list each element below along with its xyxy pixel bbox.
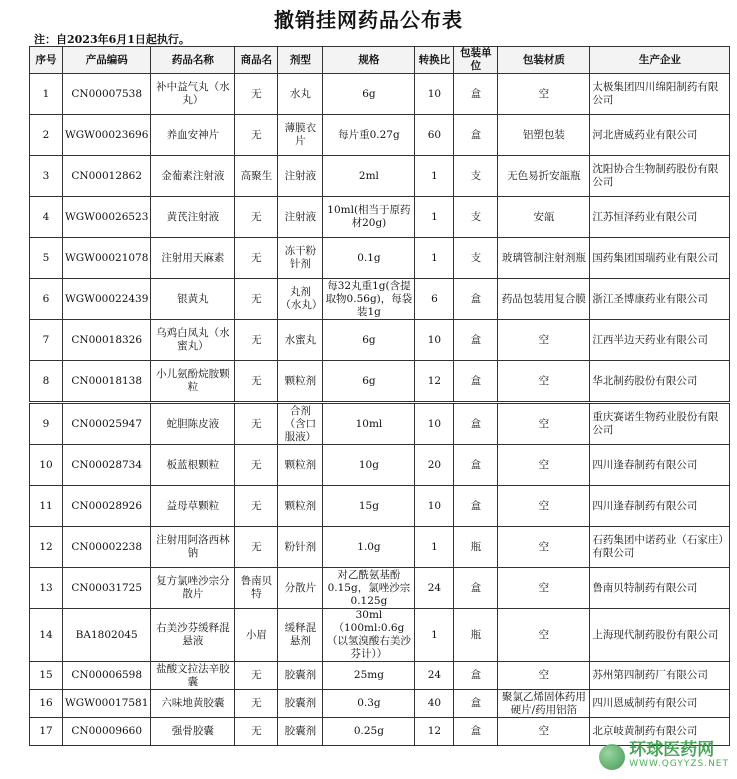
cell-manufacturer: 江苏恒泽药业有限公司 <box>590 197 730 238</box>
column-header-package-material: 包装材质 <box>498 47 590 74</box>
cell-conversion-ratio: 1 <box>415 197 454 238</box>
cell-dosage-form: 颗粒剂 <box>278 361 323 402</box>
table-row <box>30 486 730 527</box>
cell-product-code: CN00018326 <box>63 320 151 361</box>
cell-row-number: 17 <box>30 718 63 746</box>
cell-specification: 对乙酰氨基酚0.15g，氯唑沙宗0.125g <box>323 568 415 609</box>
table-row <box>30 662 730 690</box>
table-row <box>30 197 730 238</box>
cell-package-unit: 盒 <box>454 404 498 445</box>
cell-row-number: 14 <box>30 609 63 662</box>
table-row <box>30 404 730 445</box>
cell-dosage-form: 颗粒剂 <box>278 445 323 486</box>
cell-package-material: 空 <box>498 404 590 445</box>
cell-package-material: 空 <box>498 662 590 690</box>
cell-brand-name: 鲁南贝特 <box>235 568 278 609</box>
cell-drug-name: 银黄丸 <box>151 279 235 320</box>
cell-row-number: 13 <box>30 568 63 609</box>
cell-package-material: 药品包装用复合膜 <box>498 279 590 320</box>
cell-dosage-form: 胶囊剂 <box>278 718 323 746</box>
cell-dosage-form: 丸剂（水丸） <box>278 279 323 320</box>
cell-brand-name: 无 <box>235 404 278 445</box>
cell-product-code: WGW00026523 <box>63 197 151 238</box>
cell-drug-name: 盐酸文拉法辛胶囊 <box>151 662 235 690</box>
table-header-row <box>30 47 730 74</box>
cell-manufacturer: 太极集团四川绵阳制药有限公司 <box>590 74 730 115</box>
cell-conversion-ratio: 10 <box>415 320 454 361</box>
cell-manufacturer: 国药集团国瑞药业有限公司 <box>590 238 730 279</box>
cell-drug-name: 注射用阿洛西林钠 <box>151 527 235 568</box>
cell-package-material: 空 <box>498 486 590 527</box>
watermark-main-text: 环球医药网 <box>629 740 715 760</box>
table-row <box>30 156 730 197</box>
cell-dosage-form: 水蜜丸 <box>278 320 323 361</box>
cell-brand-name: 无 <box>235 662 278 690</box>
cell-product-code: CN00007538 <box>63 74 151 115</box>
cell-package-unit: 支 <box>454 197 498 238</box>
cell-dosage-form: 合剂（含口服液） <box>278 404 323 445</box>
cell-dosage-form: 注射液 <box>278 197 323 238</box>
cell-product-code: CN00028734 <box>63 445 151 486</box>
cell-specification: 10ml <box>323 404 415 445</box>
cell-manufacturer: 苏州第四制药厂有限公司 <box>590 662 730 690</box>
cell-dosage-form: 冻干粉针剂 <box>278 238 323 279</box>
cell-specification: 每片重0.27g <box>323 115 415 156</box>
cell-product-code: CN00028926 <box>63 486 151 527</box>
cell-package-unit: 盒 <box>454 320 498 361</box>
cell-product-code: WGW00017581 <box>63 690 151 718</box>
cell-specification: 15g <box>323 486 415 527</box>
cell-manufacturer: 浙江圣博康药业有限公司 <box>590 279 730 320</box>
cell-product-code: CN00006598 <box>63 662 151 690</box>
table-row <box>30 690 730 718</box>
table-row <box>30 527 730 568</box>
cell-drug-name: 黄芪注射液 <box>151 197 235 238</box>
cell-package-unit: 瓶 <box>454 609 498 662</box>
cell-dosage-form: 颗粒剂 <box>278 486 323 527</box>
table-row <box>30 568 730 609</box>
cell-package-material: 空 <box>498 527 590 568</box>
column-header-product-code: 产品编码 <box>63 47 151 74</box>
cell-drug-name: 强骨胶囊 <box>151 718 235 746</box>
cell-brand-name: 无 <box>235 361 278 402</box>
cell-specification: 0.1g <box>323 238 415 279</box>
cell-brand-name: 无 <box>235 320 278 361</box>
cell-row-number: 7 <box>30 320 63 361</box>
site-watermark <box>599 740 729 771</box>
cell-row-number: 10 <box>30 445 63 486</box>
cell-brand-name: 无 <box>235 486 278 527</box>
drug-table-part2 <box>29 403 730 746</box>
cell-brand-name: 无 <box>235 115 278 156</box>
cell-conversion-ratio: 10 <box>415 404 454 445</box>
cell-package-unit: 支 <box>454 238 498 279</box>
cell-product-code: CN00009660 <box>63 718 151 746</box>
cell-brand-name: 无 <box>235 238 278 279</box>
cell-package-unit: 盒 <box>454 115 498 156</box>
cell-specification: 10g <box>323 445 415 486</box>
cell-product-code: CN00002238 <box>63 527 151 568</box>
cell-brand-name: 无 <box>235 527 278 568</box>
cell-product-code: CN00012862 <box>63 156 151 197</box>
cell-specification: 1.0g <box>323 527 415 568</box>
cell-drug-name: 乌鸡白凤丸（水蜜丸） <box>151 320 235 361</box>
cell-row-number: 4 <box>30 197 63 238</box>
cell-manufacturer: 四川恩威制药有限公司 <box>590 690 730 718</box>
cell-drug-name: 金葡素注射液 <box>151 156 235 197</box>
cell-drug-name: 右美沙芬缓释混悬液 <box>151 609 235 662</box>
cell-package-material: 安瓿 <box>498 197 590 238</box>
cell-dosage-form: 注射液 <box>278 156 323 197</box>
cell-drug-name: 养血安神片 <box>151 115 235 156</box>
cell-package-unit: 盒 <box>454 486 498 527</box>
cell-specification: 6g <box>323 320 415 361</box>
cell-dosage-form: 粉针剂 <box>278 527 323 568</box>
cell-manufacturer: 沈阳协合生物制药股份有限公司 <box>590 156 730 197</box>
table-row <box>30 115 730 156</box>
cell-product-code: CN00025947 <box>63 404 151 445</box>
cell-conversion-ratio: 20 <box>415 445 454 486</box>
cell-specification: 0.25g <box>323 718 415 746</box>
column-header-dosage-form: 剂型 <box>278 47 323 74</box>
cell-package-unit: 盒 <box>454 361 498 402</box>
table-row <box>30 320 730 361</box>
table-row <box>30 609 730 662</box>
table-row <box>30 238 730 279</box>
table-row <box>30 445 730 486</box>
cell-product-code: WGW00022439 <box>63 279 151 320</box>
cell-brand-name: 无 <box>235 445 278 486</box>
cell-package-material: 空 <box>498 74 590 115</box>
watermark-url-text: WWW.QGYYZS.NET <box>629 759 729 769</box>
cell-row-number: 8 <box>30 361 63 402</box>
cell-specification: 每32丸重1g(含提取物0.56g)，每袋装1g <box>323 279 415 320</box>
cell-manufacturer: 鲁南贝特制药有限公司 <box>590 568 730 609</box>
cell-row-number: 1 <box>30 74 63 115</box>
cell-row-number: 12 <box>30 527 63 568</box>
cell-package-material: 空 <box>498 361 590 402</box>
cell-drug-name: 补中益气丸（水丸） <box>151 74 235 115</box>
cell-conversion-ratio: 1 <box>415 156 454 197</box>
table-row <box>30 361 730 402</box>
cell-row-number: 15 <box>30 662 63 690</box>
cell-dosage-form: 胶囊剂 <box>278 662 323 690</box>
cell-row-number: 3 <box>30 156 63 197</box>
cell-package-unit: 盒 <box>454 445 498 486</box>
cell-brand-name: 无 <box>235 197 278 238</box>
cell-row-number: 16 <box>30 690 63 718</box>
cell-drug-name: 注射用天麻素 <box>151 238 235 279</box>
effective-date-note: 注：自2023年6月1日起执行。 <box>34 33 190 46</box>
cell-package-material: 空 <box>498 568 590 609</box>
cell-package-material: 空 <box>498 320 590 361</box>
cell-conversion-ratio: 6 <box>415 279 454 320</box>
cell-package-material: 铝塑包装 <box>498 115 590 156</box>
cell-conversion-ratio: 24 <box>415 568 454 609</box>
cell-drug-name: 六味地黄胶囊 <box>151 690 235 718</box>
cell-package-material: 空 <box>498 609 590 662</box>
cell-dosage-form: 薄膜衣片 <box>278 115 323 156</box>
cell-drug-name: 益母草颗粒 <box>151 486 235 527</box>
cell-drug-name: 蛇胆陈皮液 <box>151 404 235 445</box>
globe-logo-icon <box>599 744 625 770</box>
cell-brand-name: 无 <box>235 74 278 115</box>
cell-manufacturer: 重庆赛诺生物药业股份有限公司 <box>590 404 730 445</box>
column-header-package-unit: 包装单位 <box>454 47 498 74</box>
cell-package-unit: 盒 <box>454 718 498 746</box>
drug-table-part1 <box>29 46 730 402</box>
cell-manufacturer: 河北唐威药业有限公司 <box>590 115 730 156</box>
page-title: 撤销挂网药品公布表 <box>274 8 463 32</box>
cell-product-code: WGW00023696 <box>63 115 151 156</box>
cell-conversion-ratio: 24 <box>415 662 454 690</box>
cell-specification: 0.3g <box>323 690 415 718</box>
cell-package-material: 空 <box>498 445 590 486</box>
cell-row-number: 9 <box>30 404 63 445</box>
cell-brand-name: 无 <box>235 279 278 320</box>
cell-specification: 25mg <box>323 662 415 690</box>
cell-package-material: 空 <box>498 718 590 746</box>
cell-package-unit: 盒 <box>454 279 498 320</box>
column-header-conversion-ratio: 转换比 <box>415 47 454 74</box>
column-header-row-number: 序号 <box>30 47 63 74</box>
cell-conversion-ratio: 1 <box>415 609 454 662</box>
cell-package-unit: 盒 <box>454 74 498 115</box>
table-row <box>30 279 730 320</box>
cell-conversion-ratio: 60 <box>415 115 454 156</box>
cell-specification: 10ml(相当于原药材20g) <box>323 197 415 238</box>
column-header-specification: 规格 <box>323 47 415 74</box>
cell-dosage-form: 分散片 <box>278 568 323 609</box>
cell-brand-name: 小眉 <box>235 609 278 662</box>
cell-manufacturer: 四川逢春制药有限公司 <box>590 445 730 486</box>
cell-specification: 30ml（100ml:0.6g（以氢溴酸右美沙芬计）） <box>323 609 415 662</box>
column-header-brand-name: 商品名 <box>235 47 278 74</box>
cell-row-number: 2 <box>30 115 63 156</box>
cell-conversion-ratio: 10 <box>415 486 454 527</box>
cell-conversion-ratio: 12 <box>415 718 454 746</box>
column-header-drug-name: 药品名称 <box>151 47 235 74</box>
cell-conversion-ratio: 1 <box>415 527 454 568</box>
cell-conversion-ratio: 1 <box>415 238 454 279</box>
cell-package-material: 聚氯乙烯固体药用硬片/药用铝箔 <box>498 690 590 718</box>
cell-dosage-form: 水丸 <box>278 74 323 115</box>
cell-product-code: CN00018138 <box>63 361 151 402</box>
cell-package-unit: 支 <box>454 156 498 197</box>
cell-row-number: 5 <box>30 238 63 279</box>
cell-conversion-ratio: 40 <box>415 690 454 718</box>
cell-row-number: 11 <box>30 486 63 527</box>
cell-package-unit: 盒 <box>454 690 498 718</box>
table-row <box>30 74 730 115</box>
cell-manufacturer: 江西半边天药业有限公司 <box>590 320 730 361</box>
cell-drug-name: 复方氯唑沙宗分散片 <box>151 568 235 609</box>
cell-brand-name: 无 <box>235 718 278 746</box>
cell-drug-name: 板蓝根颗粒 <box>151 445 235 486</box>
cell-drug-name: 小儿氨酚烷胺颗粒 <box>151 361 235 402</box>
cell-package-unit: 盒 <box>454 662 498 690</box>
cell-package-material: 无色易折安瓿瓶 <box>498 156 590 197</box>
cell-package-material: 玻璃管制注射剂瓶 <box>498 238 590 279</box>
table-row <box>30 718 730 746</box>
cell-package-unit: 盒 <box>454 568 498 609</box>
cell-manufacturer: 北京岐黄制药有限公司 <box>590 718 730 746</box>
cell-specification: 6g <box>323 361 415 402</box>
cell-manufacturer: 石药集团中诺药业（石家庄）有限公司 <box>590 527 730 568</box>
cell-product-code: BA1802045 <box>63 609 151 662</box>
cell-dosage-form: 胶囊剂 <box>278 690 323 718</box>
cell-brand-name: 无 <box>235 690 278 718</box>
cell-product-code: WGW00021078 <box>63 238 151 279</box>
cell-specification: 2ml <box>323 156 415 197</box>
cell-specification: 6g <box>323 74 415 115</box>
cell-product-code: CN00031725 <box>63 568 151 609</box>
cell-brand-name: 高聚生 <box>235 156 278 197</box>
cell-row-number: 6 <box>30 279 63 320</box>
cell-manufacturer: 四川逢春制药有限公司 <box>590 486 730 527</box>
cell-conversion-ratio: 10 <box>415 74 454 115</box>
cell-dosage-form: 缓释混悬剂 <box>278 609 323 662</box>
cell-manufacturer: 华北制药股份有限公司 <box>590 361 730 402</box>
cell-package-unit: 瓶 <box>454 527 498 568</box>
cell-conversion-ratio: 12 <box>415 361 454 402</box>
cell-manufacturer: 上海现代制药股份有限公司 <box>590 609 730 662</box>
column-header-manufacturer: 生产企业 <box>590 47 730 74</box>
